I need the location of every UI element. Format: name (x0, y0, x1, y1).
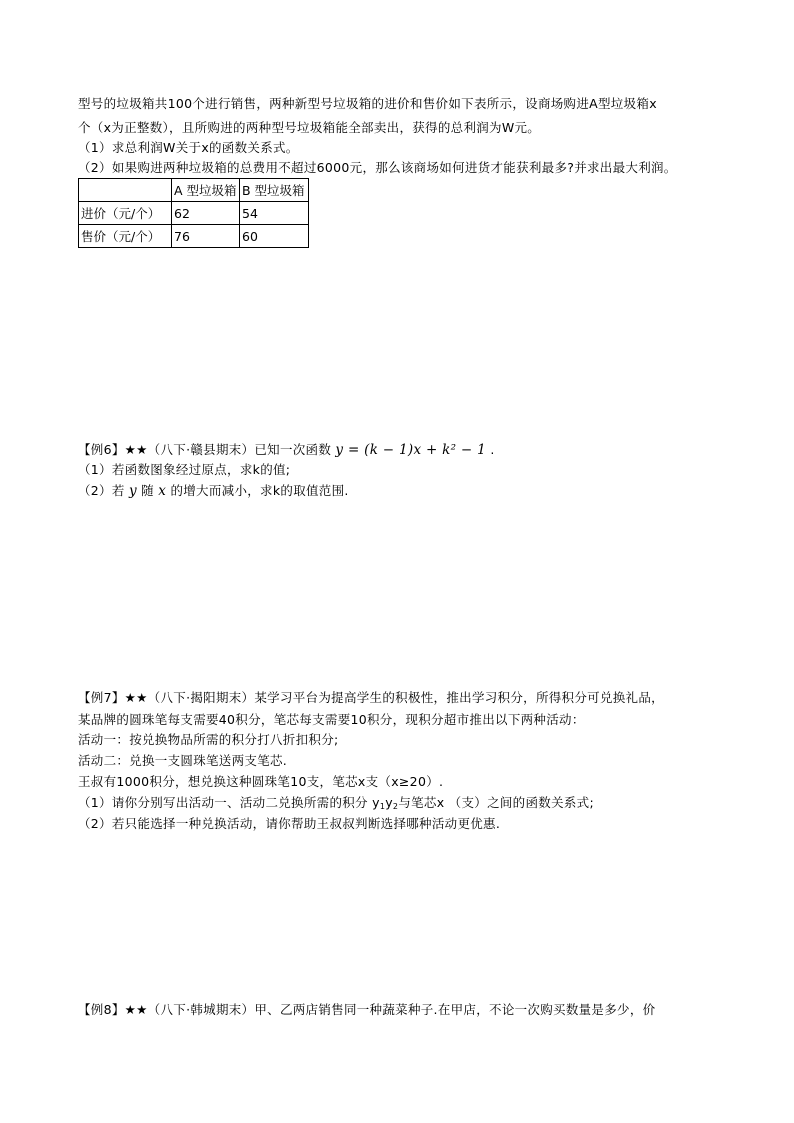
example-6-title (78, 441, 495, 459)
example-7-line-2: 某品牌的圆珠笔每支需要40积分，笔芯每支需要10积分，现积分超市推出以下两种活动： (78, 712, 585, 727)
example-6-question-2 (78, 482, 349, 500)
price-table (78, 178, 309, 248)
table-cell: 62 (172, 202, 240, 225)
example-8-line-1: 【例8】★★（八下·韩城期末）甲、乙两店销售同一种蔬菜种子.在甲店，不论一次购买数量是多少，价 (78, 1002, 656, 1017)
table-header-row (79, 179, 309, 202)
sub-2: 2 (392, 802, 399, 811)
example-6-question-1: （1）若函数图象经过原点，求k的值; (78, 462, 291, 477)
q2-mid: 随 (141, 483, 154, 498)
table-cell: 76 (172, 225, 240, 248)
table-header-cell: B 型垃圾箱 (240, 179, 309, 202)
q2-var-y: y (128, 483, 137, 499)
q2-suffix: 的增大而减小，求k的取值范围. (170, 483, 349, 498)
table-row (79, 225, 309, 248)
table-header-cell: A 型垃圾箱 (172, 179, 240, 202)
example-7-line-5: 王叔有1000积分，想兑换这种圆珠笔10支，笔芯x支（x≥20）. (78, 774, 444, 789)
intro-line-1: 型号的垃圾箱共100个进行销售，两种新型号垃圾箱的进价和售价如下表所示，设商场购进A型垃圾箱x (78, 96, 657, 111)
table-header-cell (79, 179, 172, 202)
table-row (79, 202, 309, 225)
table-row-label: 售价（元/个） (79, 225, 172, 248)
q2-var-x: x (158, 483, 167, 499)
sub-1: 1 (379, 802, 386, 811)
q1-prefix: （1）请你分别写出活动一、活动二兑换所需的积分 y (78, 795, 380, 810)
example-7-line-1: 【例7】★★（八下·揭阳期末）某学习平台为提高学生的积极性，推出学习积分，所得积分可兑换礼品， (78, 690, 664, 705)
table-cell: 60 (240, 225, 309, 248)
q1-y: y (385, 795, 393, 810)
example-7-question-2: （2）若只能选择一种兑换活动，请你帮助王叔叔判断选择哪种活动更优惠. (78, 816, 501, 831)
intro-question-1: （1）求总利润W关于x的函数关系式。 (78, 140, 299, 155)
table-row-label: 进价（元/个） (79, 202, 172, 225)
table-cell: 54 (240, 202, 309, 225)
intro-line-2: 个（x为正整数），且所购进的两种型号垃圾箱能全部卖出，获得的总利润为W元。 (78, 120, 541, 135)
example-7-question-1 (78, 794, 594, 816)
example-7-line-3: 活动一：按兑换物品所需的积分打八折扣积分; (78, 732, 339, 747)
intro-question-2: （2）如果购进两种垃圾箱的总费用不超过6000元，那么该商场如何进货才能获利最多?并求出最大利润。 (78, 160, 677, 175)
q2-prefix: （2）若 (78, 483, 125, 498)
example-6-end: . (490, 442, 495, 457)
example-6-tag: 【例6】★★（八下·赣县期末）已知一次函数 (78, 442, 332, 457)
q1-suffix: 与笔芯x （支）之间的函数关系式; (398, 795, 594, 810)
example-6-formula: y = (k − 1)x + k² − 1 (335, 442, 487, 458)
example-7-line-4: 活动二：兑换一支圆珠笔送两支笔芯. (78, 753, 288, 768)
